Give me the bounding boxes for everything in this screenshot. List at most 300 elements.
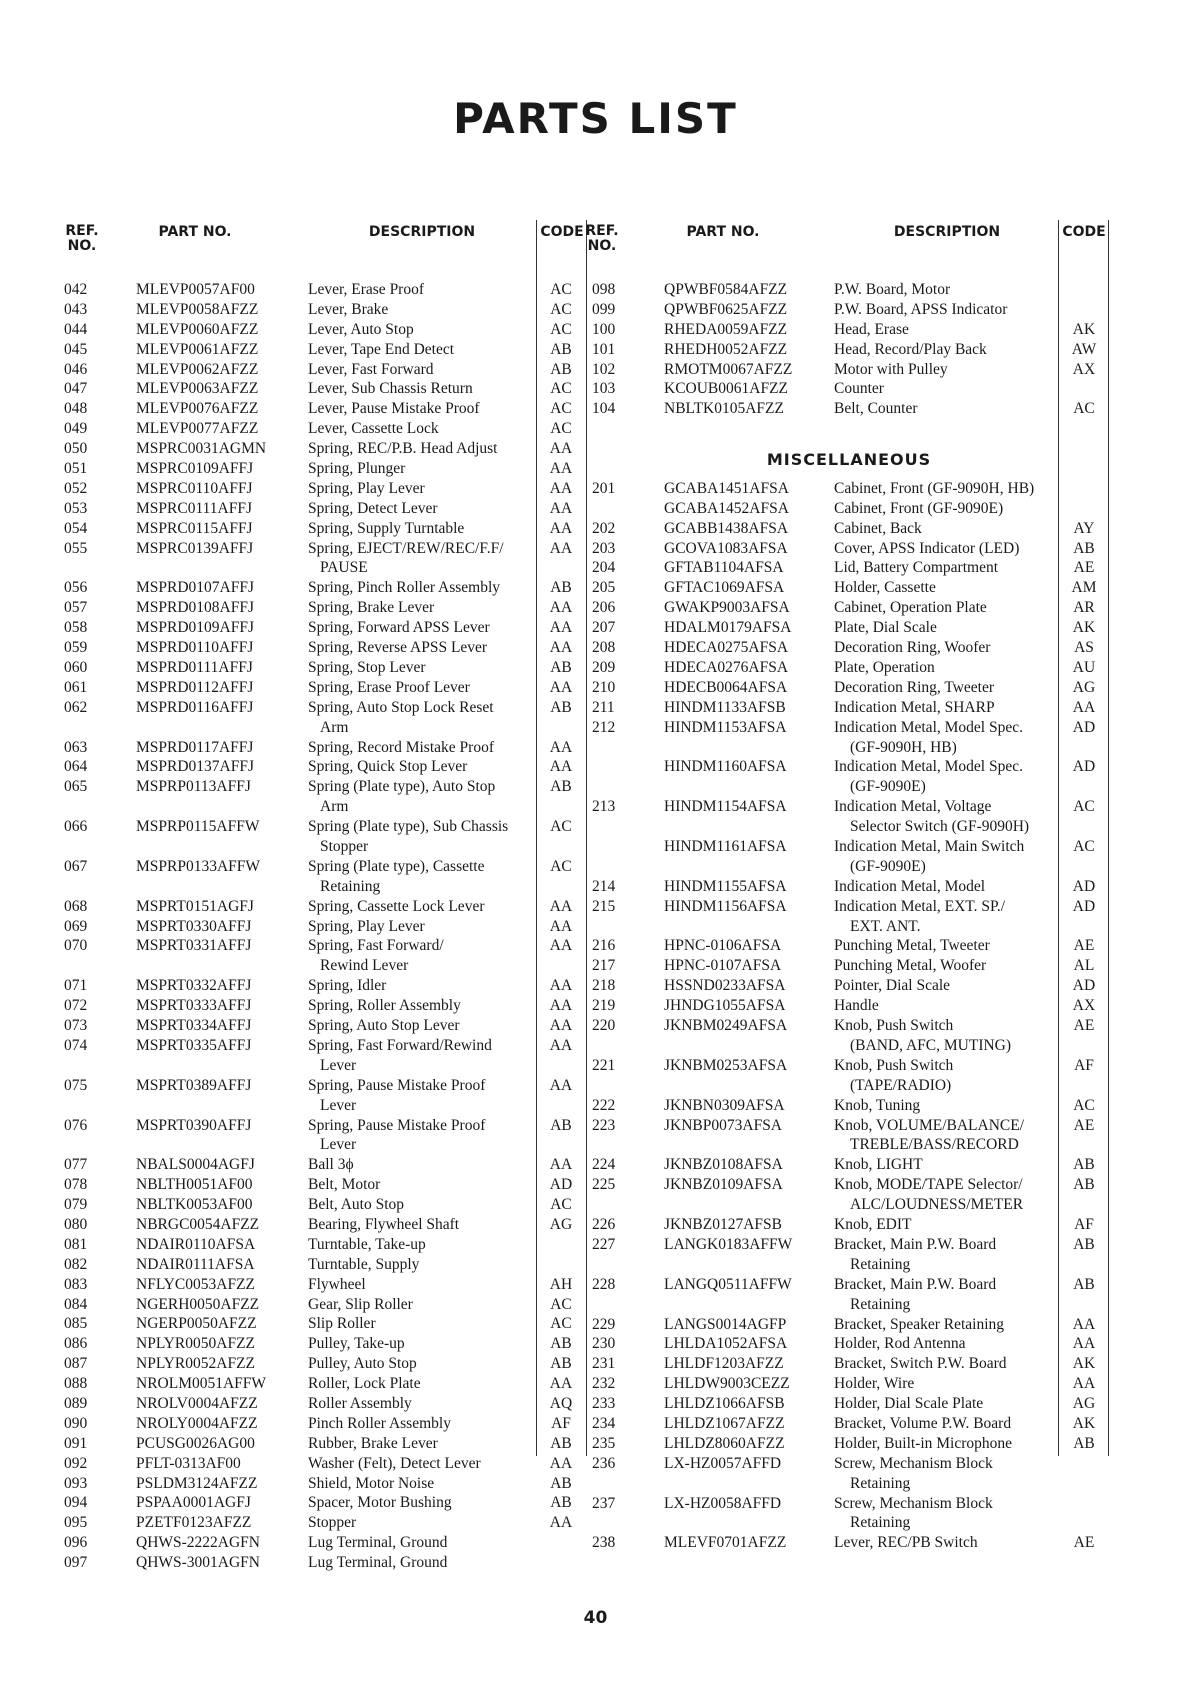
description-continuation: Lever <box>320 1136 357 1154</box>
part-number-cell: MSPRD0117AFFJ <box>136 738 254 756</box>
ref-cell: 052 <box>64 479 88 497</box>
description-cell: Spacer, Motor Bushing <box>308 1494 452 1512</box>
part-number-cell: GWAKP9003AFSA <box>664 599 790 617</box>
table-row <box>58 1175 586 1195</box>
code-cell: AC <box>550 300 572 318</box>
code-cell: AB <box>550 1355 572 1373</box>
description-cell: Lever, Pause Mistake Proof <box>308 400 480 418</box>
part-number-cell: MSPRT0331AFFJ <box>136 937 252 955</box>
table-row <box>58 578 586 598</box>
table-row <box>58 698 586 738</box>
description-cell: Plate, Operation <box>834 658 935 676</box>
part-number-cell: PSLDM3124AFZZ <box>136 1474 258 1492</box>
description-cell: Screw, Mechanism Block <box>834 1454 993 1472</box>
part-number-cell: MSPRC0111AFFJ <box>136 499 253 517</box>
code-cell: AC <box>550 857 572 875</box>
code-cell: AC <box>1073 1096 1095 1114</box>
part-number-cell: GCABA1452AFSA <box>664 499 789 517</box>
code-cell: AC <box>550 818 572 836</box>
part-number-cell: MSPRD0116AFFJ <box>136 698 254 716</box>
description-cell: P.W. Board, APSS Indicator <box>834 300 1008 318</box>
table-row <box>58 1215 586 1235</box>
part-number-cell: MSPRT0332AFFJ <box>136 977 252 995</box>
code-cell: AY <box>1073 519 1095 537</box>
part-number-cell: HINDM1154AFSA <box>664 798 787 816</box>
ref-cell: 222 <box>592 1096 616 1114</box>
description-cell: Handle <box>834 997 879 1015</box>
description-cell: Turntable, Supply <box>308 1255 420 1273</box>
description-continuation: Retaining <box>850 1474 911 1492</box>
description-cell: Spring, Record Mistake Proof <box>308 738 494 756</box>
description-cell: Spring, Auto Stop Lock Reset <box>308 698 494 716</box>
part-number-cell: HDALM0179AFSA <box>664 619 792 637</box>
ref-cell: 053 <box>64 499 88 517</box>
part-number-cell: LANGS0014AGFP <box>664 1315 787 1333</box>
part-number-cell: LHLDA1052AFSA <box>664 1335 788 1353</box>
ref-cell: 212 <box>592 718 616 736</box>
ref-cell: 064 <box>64 758 88 776</box>
table-row <box>58 1474 586 1494</box>
code-cell: AA <box>549 440 573 458</box>
code-cell: AA <box>1072 698 1096 716</box>
table-row <box>58 618 586 638</box>
table-row <box>58 1155 586 1175</box>
code-cell: AK <box>1072 1355 1096 1373</box>
ref-cell: 209 <box>592 658 616 676</box>
description-cell: Cover, APSS Indicator (LED) <box>834 539 1020 557</box>
part-number-cell: HDECA0275AFSA <box>664 639 789 657</box>
table-row <box>588 1056 1110 1096</box>
description-continuation: Selector Switch (GF-9090H) <box>850 818 1030 836</box>
description-cell: Spring, Idler <box>308 977 387 995</box>
code-cell: AE <box>1073 1534 1095 1552</box>
description-cell: Spring, EJECT/REW/REC/F.F/ <box>308 539 504 557</box>
part-number-cell: JHNDG1055AFSA <box>664 997 786 1015</box>
ref-cell: 207 <box>592 619 616 637</box>
code-cell: AB <box>1073 1434 1095 1452</box>
code-cell: AB <box>1073 1275 1095 1293</box>
table-row <box>58 320 586 340</box>
table-row <box>588 1354 1110 1374</box>
description-continuation: Lever <box>320 1056 357 1074</box>
code-cell: AA <box>549 738 573 756</box>
header-description: DESCRIPTION <box>368 224 476 240</box>
ref-cell: 234 <box>592 1414 616 1432</box>
page-number: 40 <box>583 1608 608 1628</box>
description-cell: Lever, Brake <box>308 300 389 318</box>
description-cell: Spring, Cassette Lock Lever <box>308 897 485 915</box>
part-number-cell: GCABA1451AFSA <box>664 479 789 497</box>
ref-cell: 206 <box>592 599 616 617</box>
description-continuation: TREBLE/BASS/RECORD <box>850 1136 1019 1154</box>
table-row <box>588 1374 1110 1394</box>
table-row <box>58 1553 586 1573</box>
part-number-cell: LX-HZ0058AFFD <box>664 1494 782 1512</box>
part-number-cell: RHEDA0059AFZZ <box>664 320 788 338</box>
ref-cell: 061 <box>64 678 88 696</box>
ref-cell: 084 <box>64 1295 88 1313</box>
ref-cell: 204 <box>592 559 616 577</box>
table-row <box>588 558 1110 578</box>
description-cell: Roller, Lock Plate <box>308 1375 421 1393</box>
part-number-cell: NBLTH0051AF00 <box>136 1176 253 1194</box>
part-number-cell: NGERH0050AFZZ <box>136 1295 260 1313</box>
ref-cell: 092 <box>64 1454 88 1472</box>
part-number-cell: MSPRD0108AFFJ <box>136 599 255 617</box>
code-cell: AA <box>1072 1315 1096 1333</box>
part-number-cell: NBRGC0054AFZZ <box>136 1216 260 1233</box>
ref-cell: 202 <box>592 519 616 537</box>
ref-cell: 220 <box>592 1017 616 1035</box>
description-continuation: (TAPE/RADIO) <box>850 1076 952 1094</box>
description-cell: Spring, Pause Mistake Proof <box>308 1116 486 1134</box>
table-row <box>588 519 1110 539</box>
description-cell: Spring, Brake Lever <box>308 599 435 617</box>
code-cell: AB <box>550 698 572 716</box>
code-cell: AF <box>551 1414 571 1432</box>
part-number-cell: MSPRD0111AFFJ <box>136 658 253 676</box>
part-number-cell: JKNBN0309AFSA <box>664 1096 785 1114</box>
description-cell: Cabinet, Operation Plate <box>834 599 987 617</box>
table-row <box>58 340 586 360</box>
part-number-cell: MSPRP0133AFFW <box>136 857 261 875</box>
description-continuation: Lever <box>320 1096 357 1114</box>
part-number-cell: MSPRC0031AGMN <box>136 440 267 458</box>
description-cell: Washer (Felt), Detect Lever <box>308 1454 481 1472</box>
table-row <box>58 996 586 1016</box>
description-cell: Cabinet, Front (GF-9090E) <box>834 499 1004 517</box>
part-number-cell: MSPRC0110AFFJ <box>136 479 253 497</box>
ref-cell: 073 <box>64 1017 88 1035</box>
code-cell: AB <box>1073 1156 1095 1174</box>
ref-cell: 069 <box>64 917 88 935</box>
code-cell: AW <box>1071 340 1097 358</box>
table-row <box>58 817 586 857</box>
table-row <box>58 1235 586 1255</box>
code-cell: AA <box>1072 1335 1096 1353</box>
table-row <box>58 1394 586 1414</box>
description-cell: Indication Metal, Model <box>834 877 986 895</box>
table-row <box>588 598 1110 618</box>
part-number-cell: MSPRC0115AFFJ <box>136 519 253 537</box>
ref-cell: 228 <box>592 1275 616 1293</box>
ref-cell: 055 <box>64 539 88 557</box>
ref-cell: 057 <box>64 599 88 617</box>
code-cell: AA <box>549 1076 573 1094</box>
code-cell: AA <box>549 917 573 935</box>
table-row <box>588 718 1110 758</box>
part-number-cell: NPLYR0050AFZZ <box>136 1335 256 1353</box>
parts-rows-miscellaneous <box>588 479 1110 1553</box>
table-row <box>588 1016 1110 1056</box>
part-number-cell: GCOVA1083AFSA <box>664 539 788 557</box>
code-cell: AA <box>549 1017 573 1035</box>
description-cell: Knob, VOLUME/BALANCE/ <box>834 1116 1025 1134</box>
code-cell: AB <box>1073 1176 1095 1194</box>
ref-cell: 235 <box>592 1434 616 1452</box>
part-number-cell: MSPRT0389AFFJ <box>136 1076 252 1094</box>
code-cell: AB <box>550 360 572 378</box>
ref-cell: 104 <box>592 400 616 418</box>
description-cell: Pulley, Auto Stop <box>308 1355 417 1373</box>
part-number-cell: PCUSG0026AG00 <box>136 1434 255 1452</box>
code-cell: AF <box>1074 1056 1094 1074</box>
table-row <box>588 996 1110 1016</box>
code-cell: AF <box>1074 1216 1094 1234</box>
ref-cell: 221 <box>592 1056 616 1074</box>
part-number-cell: MSPRT0330AFFJ <box>136 917 252 935</box>
table-row <box>58 300 586 320</box>
part-number-cell: HINDM1153AFSA <box>664 718 787 736</box>
part-number-cell: MSPRP0115AFFW <box>136 818 260 836</box>
description-cell: Motor with Pulley <box>834 360 948 378</box>
ref-cell: 219 <box>592 997 616 1015</box>
part-number-cell: MSPRD0112AFFJ <box>136 678 254 696</box>
code-cell: AG <box>1072 678 1096 696</box>
table-row <box>588 499 1110 519</box>
code-cell: AC <box>550 1196 572 1214</box>
description-cell: Belt, Motor <box>308 1176 381 1194</box>
description-cell: Lug Terminal, Ground <box>308 1554 448 1572</box>
part-number-cell: MSPRT0390AFFJ <box>136 1116 252 1134</box>
description-cell: Bearing, Flywheel Shaft <box>308 1216 460 1233</box>
description-cell: Lever, Tape End Detect <box>308 340 455 358</box>
table-row <box>58 1374 586 1394</box>
table-row <box>58 976 586 996</box>
part-number-cell: LANGK0183AFFW <box>664 1235 793 1253</box>
code-cell: AA <box>549 599 573 617</box>
ref-cell: 051 <box>64 460 88 478</box>
ref-cell: 059 <box>64 639 88 657</box>
table-row <box>588 1275 1110 1315</box>
description-cell: Spring, Fast Forward/ <box>308 937 444 955</box>
parts-rows-right <box>588 280 1110 419</box>
code-cell: AB <box>550 1474 572 1492</box>
ref-cell: 089 <box>64 1395 88 1413</box>
part-number-cell: QHWS-3001AGFN <box>136 1554 260 1572</box>
header-part-no: PART NO. <box>686 224 760 240</box>
code-cell: AA <box>549 499 573 517</box>
description-cell: Spring, REC/P.B. Head Adjust <box>308 440 498 458</box>
table-row <box>588 1116 1110 1156</box>
ref-cell: 218 <box>592 977 616 995</box>
description-cell: Shield, Motor Noise <box>308 1474 435 1492</box>
ref-cell: 226 <box>592 1216 616 1234</box>
part-number-cell: NDAIR0110AFSA <box>136 1235 256 1253</box>
part-number-cell: MLEVF0701AFZZ <box>664 1534 787 1552</box>
description-cell: Spring, Plunger <box>308 460 406 478</box>
ref-cell: 095 <box>64 1514 88 1532</box>
table-row <box>588 1434 1110 1454</box>
description-cell: Spring (Plate type), Sub Chassis <box>308 818 509 836</box>
code-cell: AC <box>550 281 572 298</box>
part-number-cell: PFLT-0313AF00 <box>136 1454 241 1472</box>
ref-cell: 229 <box>592 1315 616 1333</box>
description-cell: Flywheel <box>308 1275 366 1293</box>
description-cell: Ball 3ϕ <box>308 1156 354 1174</box>
code-cell: AC <box>550 380 572 398</box>
code-cell: AA <box>549 977 573 995</box>
code-cell: AH <box>549 1275 573 1293</box>
ref-cell: 060 <box>64 658 88 676</box>
part-number-cell: MSPRT0335AFFJ <box>136 1036 252 1054</box>
description-continuation: Retaining <box>320 877 381 895</box>
code-cell: AA <box>549 897 573 915</box>
code-cell: AE <box>1073 559 1095 577</box>
table-row <box>588 379 1110 399</box>
description-cell: Spring, Erase Proof Lever <box>308 678 470 696</box>
ref-cell: 237 <box>592 1494 616 1512</box>
table-row <box>58 658 586 678</box>
table-row <box>58 1513 586 1533</box>
part-number-cell: NFLYC0053AFZZ <box>136 1275 256 1293</box>
table-row <box>58 1454 586 1474</box>
description-cell: Slip Roller <box>308 1315 376 1333</box>
ref-cell: 077 <box>64 1156 88 1174</box>
code-cell: AB <box>550 340 572 358</box>
ref-cell: 063 <box>64 738 88 756</box>
part-number-cell: JKNBM0249AFSA <box>664 1017 788 1035</box>
table-row <box>58 777 586 817</box>
table-row <box>58 897 586 917</box>
table-row <box>58 1195 586 1215</box>
description-continuation: Arm <box>320 798 349 816</box>
description-cell: Lever, Cassette Lock <box>308 420 439 438</box>
description-continuation: Arm <box>320 718 349 736</box>
description-continuation: Rewind Lever <box>320 957 409 975</box>
header-ref: REF. NO. <box>585 223 619 254</box>
code-cell: AB <box>550 1434 572 1452</box>
description-cell: Decoration Ring, Tweeter <box>834 678 995 696</box>
code-cell: AA <box>549 1375 573 1393</box>
ref-cell: 079 <box>64 1196 88 1214</box>
part-number-cell: RHEDH0052AFZZ <box>664 340 788 358</box>
description-continuation: Stopper <box>320 837 369 855</box>
part-number-cell: MSPRD0137AFFJ <box>136 758 255 776</box>
header-description: DESCRIPTION <box>893 224 1001 240</box>
ref-cell: 236 <box>592 1454 616 1472</box>
ref-cell: 078 <box>64 1176 88 1194</box>
ref-cell: 099 <box>592 300 616 318</box>
description-cell: Indication Metal, SHARP <box>834 698 995 716</box>
section-heading-miscellaneous: MISCELLANEOUS <box>766 449 932 469</box>
ref-cell: 046 <box>64 360 88 378</box>
code-cell: AA <box>549 1156 573 1174</box>
part-number-cell: LANGQ0511AFFW <box>664 1275 792 1293</box>
table-row <box>588 698 1110 718</box>
description-cell: Spring, Play Lever <box>308 917 425 935</box>
description-cell: P.W. Board, Motor <box>834 281 951 298</box>
part-number-cell: QPWBF0625AFZZ <box>664 300 788 318</box>
code-cell: AG <box>1072 1395 1096 1413</box>
table-row <box>588 757 1110 797</box>
part-number-cell: NROLV0004AFZZ <box>136 1395 258 1413</box>
ref-cell: 210 <box>592 678 616 696</box>
part-number-cell: HSSND0233AFSA <box>664 977 786 995</box>
table-row <box>588 1235 1110 1275</box>
ref-cell: 058 <box>64 619 88 637</box>
description-cell: Spring, Roller Assembly <box>308 997 461 1015</box>
part-number-cell: MSPRC0109AFFJ <box>136 460 254 478</box>
ref-cell: 215 <box>592 897 616 915</box>
ref-cell: 203 <box>592 539 616 557</box>
table-row <box>588 1155 1110 1175</box>
ref-cell: 086 <box>64 1335 88 1353</box>
table-row <box>58 1036 586 1076</box>
ref-cell: 042 <box>64 281 88 298</box>
description-cell: Pointer, Dial Scale <box>834 977 951 995</box>
ref-cell: 056 <box>64 579 88 597</box>
part-number-cell: LHLDZ1067AFZZ <box>664 1414 785 1432</box>
code-cell: AS <box>1074 639 1094 657</box>
code-cell: AX <box>1072 360 1096 378</box>
ref-cell: 050 <box>64 440 88 458</box>
table-row <box>58 479 586 499</box>
code-cell: AA <box>549 1454 573 1472</box>
description-cell: Lever, REC/PB Switch <box>834 1534 978 1552</box>
ref-cell: 101 <box>592 340 616 358</box>
part-number-cell: MLEVP0057AF00 <box>136 281 255 298</box>
ref-cell: 048 <box>64 400 88 418</box>
ref-cell: 074 <box>64 1036 88 1054</box>
code-cell: AD <box>1072 758 1096 776</box>
description-cell: Bracket, Main P.W. Board <box>834 1235 997 1253</box>
table-row <box>58 280 586 300</box>
description-cell: Knob, Push Switch <box>834 1056 954 1074</box>
part-number-cell: GCABB1438AFSA <box>664 519 789 537</box>
code-cell: AD <box>1072 718 1096 736</box>
table-row <box>58 1434 586 1454</box>
description-cell: Indication Metal, Voltage <box>834 798 992 816</box>
table-header <box>585 223 1110 280</box>
description-cell: Head, Record/Play Back <box>834 340 987 358</box>
parts-table-right <box>585 223 1110 1553</box>
ref-cell: 087 <box>64 1355 88 1373</box>
description-continuation: (GF-9090H, HB) <box>850 738 957 756</box>
table-row <box>58 499 586 519</box>
ref-cell: 088 <box>64 1375 88 1393</box>
ref-cell: 081 <box>64 1235 88 1253</box>
part-number-cell: NBLTK0053AF00 <box>136 1196 253 1214</box>
code-cell: AE <box>1073 1116 1095 1134</box>
table-row <box>58 519 586 539</box>
ref-cell: 233 <box>592 1395 616 1413</box>
ref-cell: 054 <box>64 519 88 537</box>
code-cell: AD <box>549 1176 573 1194</box>
part-number-cell: HDECA0276AFSA <box>664 658 789 676</box>
description-cell: Bracket, Volume P.W. Board <box>834 1414 1012 1432</box>
code-cell: AD <box>1072 877 1096 895</box>
code-cell: AD <box>1072 897 1096 915</box>
code-cell: AB <box>550 1116 572 1134</box>
code-cell: AA <box>549 997 573 1015</box>
page-title: PARTS LIST <box>453 94 738 143</box>
description-cell: Lever, Sub Chassis Return <box>308 380 473 398</box>
column-rule <box>586 220 587 1456</box>
description-cell: Belt, Counter <box>834 400 918 418</box>
description-cell: Knob, Tuning <box>834 1096 921 1114</box>
ref-cell: 208 <box>592 639 616 657</box>
part-number-cell: MSPRD0110AFFJ <box>136 639 254 657</box>
description-continuation: EXT. ANT. <box>850 917 921 935</box>
table-row <box>58 1255 586 1275</box>
ref-cell: 065 <box>64 778 88 796</box>
description-cell: Plate, Dial Scale <box>834 619 937 637</box>
part-number-cell: GFTAC1069AFSA <box>664 579 785 597</box>
code-cell: AG <box>549 1216 573 1233</box>
description-cell: Lever, Erase Proof <box>308 281 425 298</box>
part-number-cell: GFTAB1104AFSA <box>664 559 784 577</box>
